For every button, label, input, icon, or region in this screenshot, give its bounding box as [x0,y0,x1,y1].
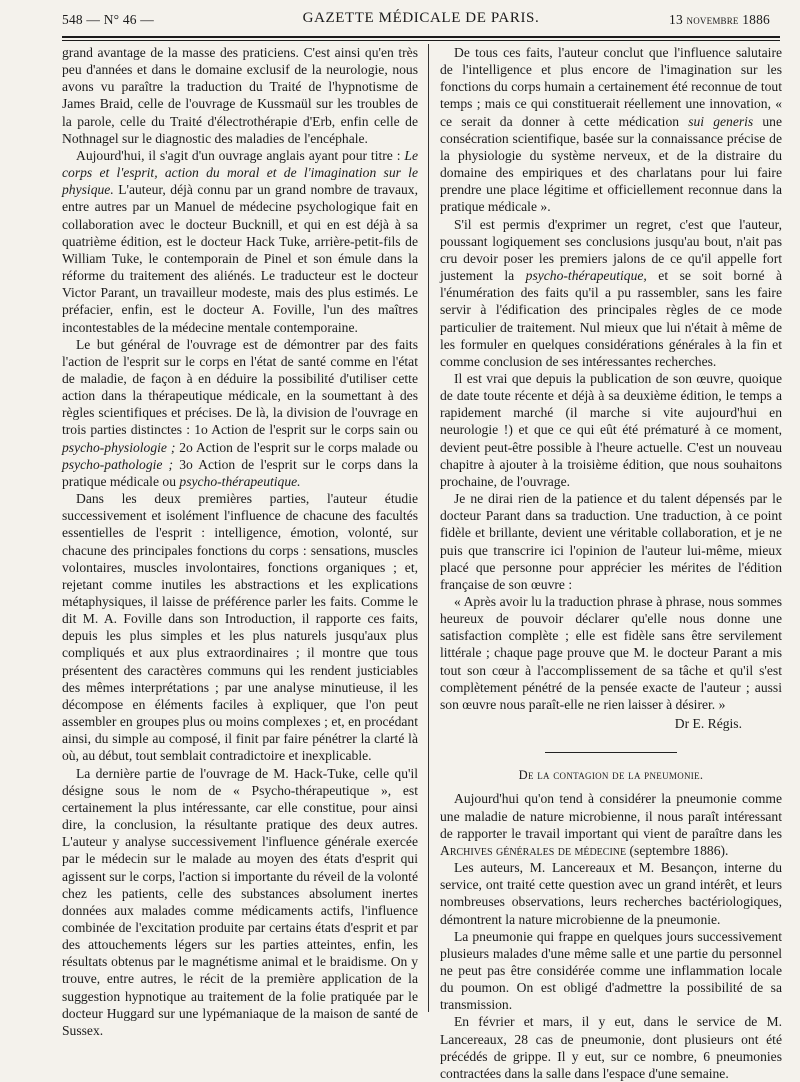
text-run: (septembre 1886). [626,842,729,858]
term: psycho-thérapeutique. [179,473,301,489]
term: sui generis [688,113,754,129]
page-header [62,8,780,32]
text-run: 2o Action de l'esprit sur le corps malade ou [175,439,419,455]
quotation: « Après avoir lu la traduction phrase à phrase, nous sommes heureux de pouvoir déclarer qu'elle nous donne une satisfaction complète ; elle est fidèle sans être servilement littérale ; chaque page prouve que M. le docteur Parant a mis tout son cœur à l'accomplissement de sa tâche et qu'il s'est complètement pénétré de la pensée exacte de l'auteur ; aussi son œuvre nous paraît-elle ne rien laisser à désirer. » [440,594,782,712]
paragraph: Il est vrai que depuis la publication de son œuvre, quoique de date toute récente et déjà à sa deuxième édition, le temps a rapidement marché (il marche si vite aujourd'hui en neurologie !) et que ce qui eût été prématuré à ce moment, devient peut-être possible à l'heure actuelle. C'est un nouveau chapitre à ajouter à la troisième édition, que nous souhaitons prochaine, de l'ouvrage. [440,370,782,489]
text-run: et se soit borné à l'énumération des faits qu'il a pu rassembler, sans les faire servir à l'édification des principales règles de ce mode particulier de traitement. Nul mieux que lui n'était à même de les formuler en quelques considérations générales à la fin et comme conclusion de ses intéressantes recherches. [440,268,782,369]
journal-reference: Archives générales de médecine [440,842,627,858]
term: psycho-thérapeutique, [525,268,647,284]
text-run: S'il est permis d'exprimer un regret, c'est que l'auteur, poussant logiquement ses conclusions jusqu'au bout, n'ait pas cru devoir poser les premiers jalons de ce qu'il appelle fort justement la [440,216,782,284]
column-separator [428,44,429,1012]
paragraph [440,216,782,370]
paragraph: grand avantage de la masse des praticiens. C'est ainsi qu'en très peu d'années et dans le domaine exclusif de la neurologie, nous avons vu paraître la traduction du Traité de l'hypnotisme de James Braid, celle de l'ouvrage de Kussmaül sur les troubles de la parole, celle du Traité d'électrothérapie d'Erb, enfin celle de Nothnagel sur le diagnostic des maladies de l'encéphale. [62,45,418,146]
paragraph [62,336,418,490]
author-signature: Dr E. Régis. [674,716,742,732]
text-run: Le but général de l'ouvrage est de démontrer par des faits l'action de l'esprit sur le corps en l'état de santé comme en l'état de maladie, de façon à en déduire la possibilité d'utiliser cette action dans la thérapeutique médicale, en la soumettant à des règles scientifiques et précises. De là, la division de l'ouvrage en trois parties distinctes : 1o Action de l'esprit sur le corps sain ou [62,336,418,438]
issue-date: 13 novembre 1886 [669,12,770,27]
paragraph [440,44,782,216]
header-rule-thin [62,40,780,41]
header-rule [62,36,780,38]
text-run: une consécration scientifique, basée sur la connaissance précise de la physiologie du système nerveux, et de la distraire du domaine des empiriques et des charlatans pour lui faire prendre une place légitime et officiellement reconnue dans la pratique médicale ». [440,113,782,215]
section-title: De la contagion de la pneumonie. [518,768,704,783]
left-column [62,44,418,1039]
section-divider [545,752,677,753]
term: psycho-physiologie ; [62,439,176,455]
right-column [440,44,782,1082]
paragraph: Je ne dirai rien de la patience et du talent dépensés par le docteur Parant dans sa traduction. Une traduction, à ce point fidèle et brillante, devient une véritable collaboration, et je ne puis que transcrire ici l'opinion de l'auteur lui-même, mieux placé que personne pour apprécier les mérites de l'édition française de son œuvre : [440,491,782,592]
journal-title: GAZETTE MÉDICALE DE PARIS. [302,10,540,26]
paragraph [62,147,418,336]
text-run: Aujourd'hui qu'on tend à considérer la pneumonie comme une maladie de nature microbienne, il nous paraît intéressant de rapporter le travail important qui vient de paraître dans les [440,791,782,841]
paragraph: Les auteurs, M. Lancereaux et M. Besançon, interne du service, ont traité cette question avec un grand intérêt, et leurs nombreuses observations, leurs recherches bactériologiques, démontrent la nature microbienne de la pneumonie. [440,860,782,927]
paragraph: La pneumonie qui frappe en quelques jours successivement plusieurs malades d'une même salle et une partie du personnel ne peut pas être considérée comme une inflammation locale du poumon. On est obligé d'admettre la possibilité de sa transmission. [440,928,782,1013]
paragraph: La dernière partie de l'ouvrage de M. Hack-Tuke, celle qu'il désigne sous le nom de « Psycho-thérapeutique », est certainement la plus intéressante, car elle constitue, pour ainsi dire, la conclusion, la résultante pratique des deux autres. L'auteur y analyse successivement l'influence générale exercée par le médecin sur le malade au moyen des états d'esprit qui agissent sur le corps, l'action si importante du réveil de la volonté chez les patients, celle des substances absolument inertes données aux malades comme médicaments actifs, l'influence combinée de l'excitation produite par certains états d'esprit et par des attouchements légers sur les parties atteintes, enfin, les résultats obtenus par le magnétisme animal et le braidisme. On y trouve, entre autres, le récit de la première application de la suggestion hypnotique au traitement de la folie pratiquée par le docteur Huggard sur une lypémaniaque de la maison de santé de Sussex. [62,765,418,1038]
text-run: 3o Action de l'esprit sur le corps dans la pratique médicale ou [62,456,418,489]
text-run: De tous ces faits, l'auteur conclut que l'influence salutaire de l'intelligence et plus encore de l'imagination sur les fonctions du corps humain a certainement été reconnue de tout temps ; mais ce qui constituerait réellement une innovation, « ce serait da donner à cette médication [440,45,782,129]
text-run: Aujourd'hui, il s'agit d'un ouvrage anglais ayant pour titre : [76,147,405,163]
paragraph: Dans les deux premières parties, l'auteur étudie successivement et isolément l'influence de chacune des facultés essentielles de l'esprit : intelligence, émotion, volonté, sur chacune des principales fonctions du corps : sensations, muscles volontaires, muscles involontaires, fonctions organiques ; et, rejetant comme inutiles les abstractions et les explications métaphysiques, il laisse de préférence parler les faits. Comme le dit M. A. Foville dans son Introduction, il rapporte ces faits, depuis les plus simples et les plus naturels jusqu'aux plus compliqués et aux plus extraordinaires ; il montre que tous présentent des caractères communs qui les rendent justiciables des mêmes interprétations ; par une analyse minutieuse, il les décompose en éléments faciles à expliquer, que l'on peut assembler en groupes plus ou moins complexes ; et, en procédant ainsi, du simple au composé, il finit par faire pénétrer la clarté là où, au début, tout semblait contradictoire et inexplicable. [62,491,418,764]
term: psycho-pathologie ; [62,456,174,472]
text-run: L'auteur, déjà connu par un grand nombre de travaux, entre autres par un Manuel de médecine psychologique fait en collaboration avec le docteur Bucknill, et qui en est déjà à sa quatrième édition, est le docteur Hack Tuke, arrière-petit-fils de William Tuke, le contemporain de Pinel et son émule dans la réforme du traitement des aliénés. Le traducteur est le docteur Victor Parant, un travailleur modeste, mais des plus estimés. Le préfacier, enfin, est le docteur A. Foville, l'un des maîtres incontestables de la médecine mentale contemporaine. [62,182,418,335]
paragraph: En février et mars, il y eut, dans le service de M. Lancereaux, 28 cas de pneumonie, dont plusieurs ont été précédés de grippe. Il y eut, sur ce nombre, 6 pneumonies contractées dans la salle dans l'espace d'une semaine. [440,1014,782,1081]
book-title: Le corps et l'esprit, action du moral et de l'imagination sur le physique. [62,147,418,198]
paragraph [440,790,782,859]
page-number: 548 — N° 46 — [62,12,154,27]
